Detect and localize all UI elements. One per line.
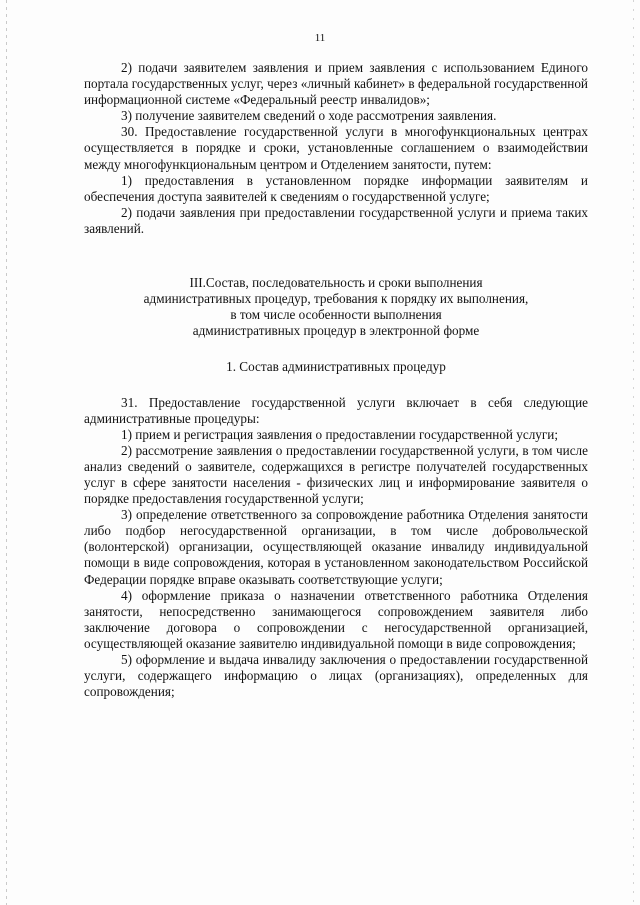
section-heading-line: административных процедур, требования к порядку их выполнения, [143,291,529,307]
scan-edge-right [633,0,634,905]
paragraph: 31. Предоставление государственной услуги включает в себя следующие административные процедуры: [84,394,588,426]
section-heading-line: административных процедур в электронной форме [192,323,480,339]
paragraph: 4) оформление приказа о назначении ответственного работника Отделения занятости, непосредственно занимающегося сопровождением заявителя либо заключение договора о сопровождении с негосударственной организацией, осуществляющей оказание заявителю индивидуальной помощи в виде сопровождения; [84,587,588,651]
section-heading [84,275,588,339]
paragraph: 1) прием и регистрация заявления о предоставлении государственной услуги; [121,426,559,442]
paragraph: 30. Предоставление государственной услуги в многофункциональных центрах осуществляется в порядке и сроки, установленные соглашением о взаимодействии между многофункциональным центром и Отделением занятости, путем: [84,124,588,172]
paragraph: 3) определение ответственного за сопровождение работника Отделения занятости либо подбор негосударственной организации, в том числе добровольческой (волонтерской) организации, осуществляющей оказание инвалиду индивидуальной помощи в виде сопровождения, которая в установленном законодательством Российской Федерации порядке вправе оказывать соответствующие услуги; [84,507,588,587]
page-number: 11 [314,32,326,44]
paragraph: 3) получение заявителем сведений о ходе рассмотрения заявления. [121,108,497,124]
scan-edge-left [6,0,7,905]
paragraph: 2) подачи заявителем заявления и прием заявления с использованием Единого портала государственных услуг, через «личный кабинет» в федеральной государственной информационной системе «Федеральный реестр инвалидов»; [84,60,588,108]
paragraph: 2) рассмотрение заявления о предоставлении государственной услуги, в том числе анализ сведений о заявителе, содержащихся в регистре получателей государственных услуг в сфере занятости населения - физических лиц и информирование заявителя о порядке предоставления государственной услуги; [84,442,588,507]
paragraph: 2) подачи заявления при предоставлении государственной услуги и приема таких заявлений. [84,204,588,236]
paragraph: 5) оформление и выдача инвалиду заключения о предоставлении государственной услуги, содержащего информацию о лицах (организациях), определенных для сопровождения; [84,652,588,700]
document-body [84,60,588,700]
paragraph: 1) предоставления в установленном порядке информации заявителям и обеспечения доступа заявителей к сведениям о государственной услуге; [84,172,588,204]
subsection-heading: 1. Состав административных процедур [226,359,446,375]
section-heading-line: III.Состав, последовательность и сроки выполнения [189,275,483,291]
section-heading-line: в том числе особенности выполнения [230,307,442,323]
